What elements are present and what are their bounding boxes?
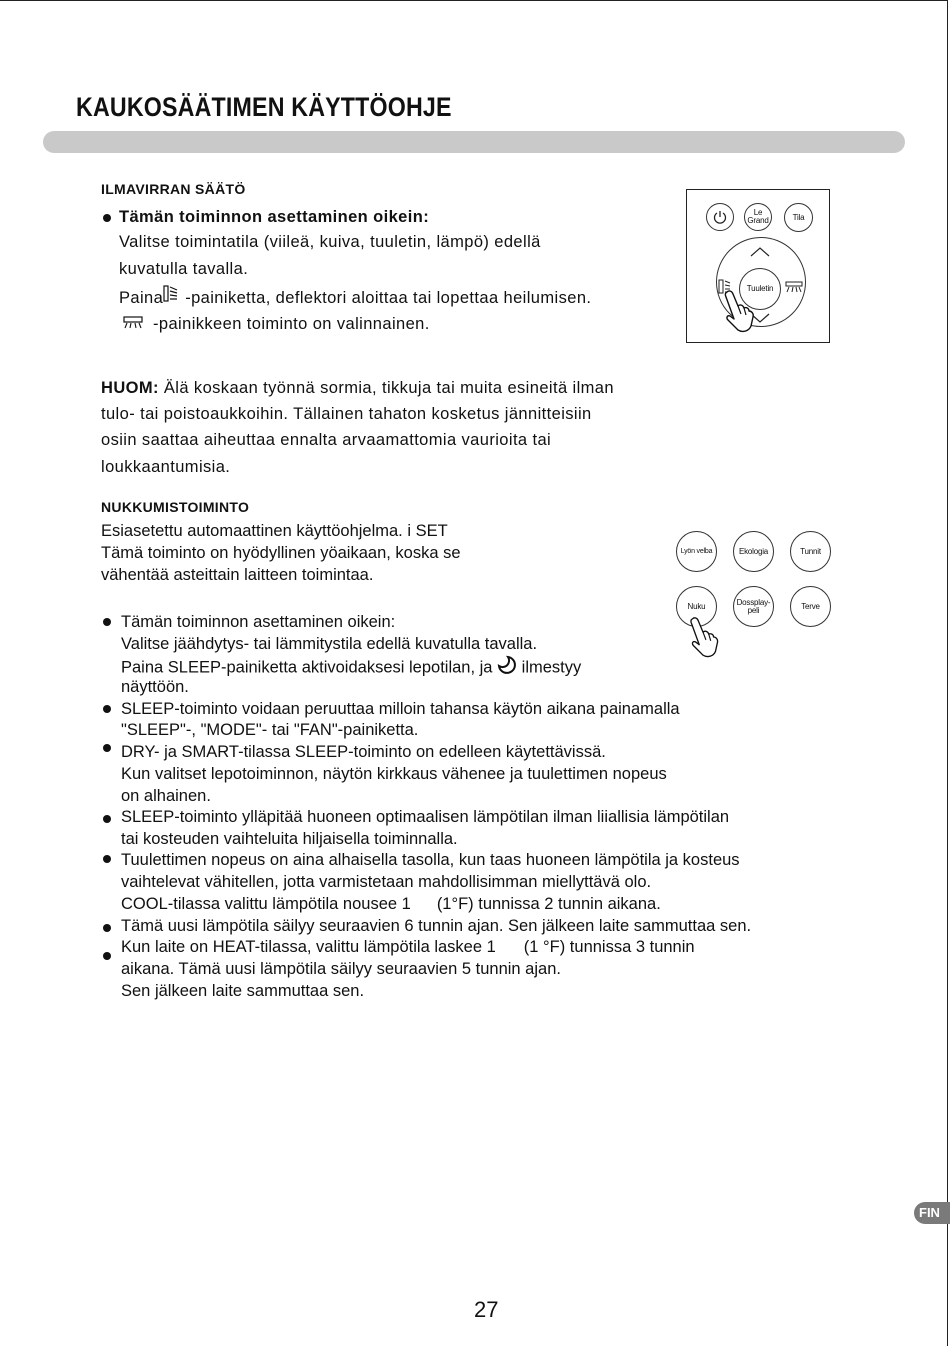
tila-button: Tila (784, 203, 813, 232)
bullet-dot (103, 705, 111, 713)
pressing-hand-icon (722, 288, 756, 334)
lyon-velba-button: Lyön velba (676, 531, 717, 572)
power-button (706, 203, 734, 231)
power-icon (712, 209, 728, 225)
sleep-b5-line-3-b: (1°F) tunnissa 2 tunnin aikana. (436, 895, 661, 913)
sleep-b1-line-4: näyttöön. (121, 678, 189, 696)
note-line-3: osiin saattaa aiheuttaa ennalta arvaamattomia vaurioita tai (101, 431, 552, 449)
ekologia-button: Ekologia (733, 531, 774, 572)
sleep-b7-line-1 (121, 937, 695, 959)
airflow-line-1: Valitse toimintatila (viileä, kuiva, tuuletin, lämpö) edellä (119, 233, 541, 251)
le-grand-button: Le Grand (744, 203, 772, 231)
sleep-b1-line-3-post: ilmestyy (521, 658, 582, 677)
page-number: 27 (474, 1297, 499, 1322)
airflow-line-3 (119, 284, 591, 313)
sleep-b3-line-1: DRY- ja SMART-tilassa SLEEP-toiminto on edelleen käytettävissä. (121, 743, 606, 761)
bullet-dot (103, 855, 111, 863)
title-underline-bar (43, 131, 905, 153)
sleep-b5-line-2: vaihtelevat vähitellen, jotta varmistetaan mahdollisimman miellyttävä olo. (121, 873, 652, 891)
language-tab: FIN (914, 1202, 950, 1224)
sleep-b1-line-1: Tämän toiminnon asettaminen oikein: (121, 613, 396, 631)
page-title: KAUKOSÄÄTIMEN KÄYTTÖOHJE (76, 92, 452, 122)
sleep-b3-line-3: on alhainen. (121, 787, 211, 805)
sleep-b1-line-2: Valitse jäähdytys- tai lämmitystila edellä kuvatulla tavalla. (121, 635, 538, 653)
sleep-intro-1: Esiasetettu automaattinen käyttöohjelma. i SET (101, 522, 448, 540)
sleep-b7-line-3: Sen jälkeen laite sammuttaa sen. (121, 982, 365, 1000)
sleep-b6-line-1: Tämä uusi lämpötila säilyy seuraavien 6 tunnin ajan. Sen jälkeen laite sammuttaa sen. (121, 917, 752, 935)
bullet-dot (103, 744, 111, 752)
sleep-b1-line-3-pre: Paina SLEEP-painiketta aktivoidaksesi lepotilan, ja (121, 658, 493, 677)
terve-button: Terve (790, 586, 831, 627)
bullet-dot (103, 924, 111, 932)
note-line-2: tulo- tai poistoaukkoihin. Tällainen tahaton kosketus jännitteisiin (101, 405, 592, 423)
bullet-dot (103, 815, 111, 823)
sleep-b5-line-3 (121, 894, 661, 916)
sleep-intro-2: Tämä toiminto on hyödyllinen yöaikaan, koska se (101, 544, 461, 562)
airflow-line-3-pre: Paina (119, 288, 164, 307)
fan-vent-icon (123, 311, 143, 338)
swing-icon (163, 284, 180, 313)
pressing-hand-icon (687, 615, 721, 659)
airflow-heading: ILMAVIRRAN SÄÄTÖ (101, 181, 246, 197)
sleep-b1-line-3 (121, 655, 581, 682)
remote-illustration-airflow (686, 189, 830, 343)
airflow-line-4 (123, 311, 430, 338)
airflow-line-4-text: -painikkeen toiminto on valinnainen. (153, 315, 430, 333)
bullet-dot (103, 214, 111, 222)
sleep-b4-line-2: tai kosteuden vaihteluita hiljaisella toiminnalla. (121, 830, 458, 848)
sleep-b2-line-1: SLEEP-toiminto voidaan peruuttaa milloin tahansa käytön aikana painamalla (121, 700, 680, 718)
sleep-b7-line-2: aikana. Tämä uusi lämpötila säilyy seuraavien 5 tunnin ajan. (121, 960, 561, 978)
airflow-bullet-heading: Tämän toiminnon asettaminen oikein: (119, 208, 430, 226)
sleep-heading: NUKKUMISTOIMINTO (101, 499, 250, 515)
tunnit-button: Tunnit (790, 531, 831, 572)
sleep-intro-3: vähentää asteittain laitteen toimintaa. (101, 566, 374, 584)
airflow-line-3-post: -painiketta, deflektori aloittaa tai lopettaa heilumisen. (185, 288, 592, 307)
bullet-dot (103, 618, 111, 626)
sleep-b5-line-1: Tuulettimen nopeus on aina alhaisella tasolla, kun taas huoneen lämpötila ja kosteus (121, 851, 740, 869)
note-line-1-text: Älä koskaan työnnä sormia, tikkuja tai muita esineitä ilman (158, 379, 614, 397)
sleep-b7-line-1-a: Kun laite on HEAT-tilassa, valittu lämpötila laskee 1 (121, 938, 496, 956)
moon-icon (497, 655, 517, 682)
tuuletin-button: Tuuletin (739, 268, 781, 310)
sleep-b5-line-3-a: COOL-tilassa valittu lämpötila nousee 1 (121, 895, 411, 913)
dossplay-button: Dossplay-peli (733, 586, 774, 627)
note-line-1 (101, 375, 614, 402)
bullet-dot (103, 952, 111, 960)
fan-vent-icon (785, 281, 803, 293)
note-line-4: loukkaantumisia. (101, 458, 231, 476)
sleep-b3-line-2: Kun valitset lepotoiminnon, näytön kirkkaus vähenee ja tuulettimen nopeus (121, 765, 667, 783)
note-label: HUOM: (101, 379, 159, 397)
airflow-line-2: kuvatulla tavalla. (119, 260, 249, 278)
sleep-b2-line-2: "SLEEP"-, "MODE"- tai "FAN"-painiketta. (121, 721, 419, 739)
sleep-b7-line-1-b: (1 °F) tunnissa 3 tunnin (523, 938, 695, 956)
nuku-button: Nuku (676, 586, 717, 627)
sleep-b4-line-1: SLEEP-toiminto ylläpitää huoneen optimaalisen lämpötilan ilman liiallisia lämpötilan (121, 808, 730, 826)
chevron-up-icon (749, 246, 771, 258)
